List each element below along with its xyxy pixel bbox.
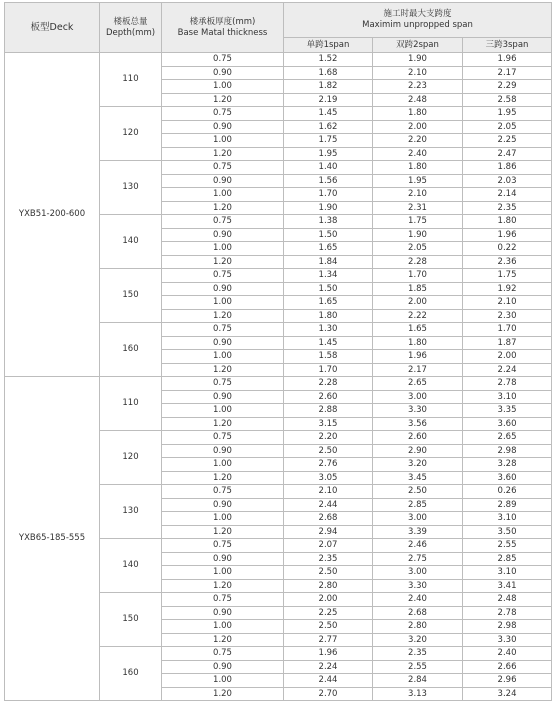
span3-cell: 2.30	[463, 309, 552, 323]
span3-cell: 2.65	[463, 431, 552, 445]
thickness-cell: 1.00	[162, 620, 284, 634]
thickness-cell: 1.20	[162, 363, 284, 377]
depth-cell: 150	[100, 593, 162, 647]
header-depth: 楼板总量 Depth(mm)	[100, 3, 162, 53]
thickness-cell: 1.00	[162, 458, 284, 472]
span1-cell: 2.94	[284, 525, 373, 539]
thickness-cell: 1.20	[162, 687, 284, 701]
span3-cell: 2.40	[463, 647, 552, 661]
span1-cell: 2.19	[284, 93, 373, 107]
thickness-cell: 1.00	[162, 674, 284, 688]
span2-cell: 2.23	[373, 80, 463, 94]
thickness-cell: 0.90	[162, 336, 284, 350]
thickness-cell: 1.20	[162, 417, 284, 431]
span1-cell: 1.45	[284, 107, 373, 121]
header-thickness: 楼承板厚度(mm) Base Matal thickness	[162, 3, 284, 53]
span1-cell: 2.24	[284, 660, 373, 674]
span2-cell: 2.65	[373, 377, 463, 391]
depth-cell: 120	[100, 107, 162, 161]
depth-cell: 140	[100, 215, 162, 269]
span2-cell: 3.13	[373, 687, 463, 701]
span3-cell: 2.78	[463, 606, 552, 620]
span2-cell: 1.75	[373, 215, 463, 229]
span3-cell: 2.00	[463, 350, 552, 364]
span1-cell: 1.56	[284, 174, 373, 188]
thickness-cell: 1.20	[162, 255, 284, 269]
span2-cell: 2.84	[373, 674, 463, 688]
span2-cell: 2.05	[373, 242, 463, 256]
span1-cell: 2.07	[284, 539, 373, 553]
span1-cell: 2.68	[284, 512, 373, 526]
span2-cell: 3.30	[373, 404, 463, 418]
span3-cell: 3.35	[463, 404, 552, 418]
depth-cell: 130	[100, 485, 162, 539]
span1-cell: 2.44	[284, 674, 373, 688]
thickness-cell: 1.00	[162, 188, 284, 202]
span1-cell: 2.50	[284, 620, 373, 634]
span3-cell: 1.96	[463, 53, 552, 67]
span2-cell: 2.40	[373, 147, 463, 161]
deck-cell: YXB65-185-555	[5, 377, 100, 701]
span1-cell: 1.84	[284, 255, 373, 269]
thickness-cell: 0.75	[162, 107, 284, 121]
span3-cell: 1.80	[463, 215, 552, 229]
thickness-cell: 0.75	[162, 485, 284, 499]
span3-cell: 2.29	[463, 80, 552, 94]
span2-cell: 2.17	[373, 363, 463, 377]
span2-cell: 1.80	[373, 107, 463, 121]
span3-cell: 2.89	[463, 498, 552, 512]
span3-cell: 3.41	[463, 579, 552, 593]
span3-cell: 2.66	[463, 660, 552, 674]
span3-cell: 2.03	[463, 174, 552, 188]
span2-cell: 3.00	[373, 390, 463, 404]
span3-cell: 0.26	[463, 485, 552, 499]
span1-cell: 2.76	[284, 458, 373, 472]
span1-cell: 2.88	[284, 404, 373, 418]
span1-cell: 1.52	[284, 53, 373, 67]
thickness-cell: 0.75	[162, 53, 284, 67]
span2-cell: 1.90	[373, 53, 463, 67]
span2-cell: 3.00	[373, 512, 463, 526]
span3-cell: 2.98	[463, 444, 552, 458]
span1-cell: 2.20	[284, 431, 373, 445]
thickness-cell: 1.20	[162, 633, 284, 647]
thickness-cell: 0.75	[162, 269, 284, 283]
thickness-cell: 0.75	[162, 161, 284, 175]
span1-cell: 2.80	[284, 579, 373, 593]
span1-cell: 3.05	[284, 471, 373, 485]
thickness-cell: 0.75	[162, 323, 284, 337]
table-row	[5, 53, 552, 67]
span2-cell: 2.50	[373, 485, 463, 499]
span2-cell: 1.85	[373, 282, 463, 296]
span-table	[4, 2, 552, 701]
header-span1: 单跨1span	[284, 38, 373, 53]
span2-cell: 2.20	[373, 134, 463, 148]
depth-cell: 110	[100, 53, 162, 107]
span1-cell: 1.95	[284, 147, 373, 161]
span2-cell: 1.80	[373, 161, 463, 175]
span2-cell: 3.56	[373, 417, 463, 431]
span3-cell: 2.14	[463, 188, 552, 202]
thickness-cell: 1.00	[162, 242, 284, 256]
thickness-cell: 0.90	[162, 606, 284, 620]
thickness-cell: 0.75	[162, 539, 284, 553]
span3-cell: 1.75	[463, 269, 552, 283]
span2-cell: 2.00	[373, 296, 463, 310]
span3-cell: 2.58	[463, 93, 552, 107]
span1-cell: 1.65	[284, 242, 373, 256]
span2-cell: 1.65	[373, 323, 463, 337]
thickness-cell: 0.90	[162, 228, 284, 242]
span2-cell: 2.55	[373, 660, 463, 674]
span1-cell: 1.62	[284, 120, 373, 134]
span2-cell: 2.28	[373, 255, 463, 269]
depth-cell: 130	[100, 161, 162, 215]
span2-cell: 2.31	[373, 201, 463, 215]
span3-cell: 2.47	[463, 147, 552, 161]
thickness-cell: 0.90	[162, 444, 284, 458]
span3-cell: 2.25	[463, 134, 552, 148]
span2-cell: 2.10	[373, 188, 463, 202]
thickness-cell: 1.00	[162, 134, 284, 148]
thickness-cell: 1.00	[162, 404, 284, 418]
span3-cell: 3.30	[463, 633, 552, 647]
thickness-cell: 1.20	[162, 471, 284, 485]
span3-cell: 1.87	[463, 336, 552, 350]
thickness-cell: 0.75	[162, 647, 284, 661]
span3-cell: 3.50	[463, 525, 552, 539]
thickness-cell: 0.90	[162, 552, 284, 566]
depth-cell: 160	[100, 647, 162, 701]
span2-cell: 1.95	[373, 174, 463, 188]
span3-cell: 2.55	[463, 539, 552, 553]
span2-cell: 3.30	[373, 579, 463, 593]
span2-cell: 2.60	[373, 431, 463, 445]
span3-cell: 3.60	[463, 471, 552, 485]
thickness-cell: 1.20	[162, 309, 284, 323]
span1-cell: 1.50	[284, 228, 373, 242]
span1-cell: 2.50	[284, 566, 373, 580]
table-row	[5, 377, 552, 391]
span3-cell: 3.10	[463, 512, 552, 526]
span1-cell: 1.82	[284, 80, 373, 94]
header-span2: 双跨2span	[373, 38, 463, 53]
thickness-cell: 0.75	[162, 593, 284, 607]
span3-cell: 3.28	[463, 458, 552, 472]
span1-cell: 1.70	[284, 188, 373, 202]
span3-cell: 3.10	[463, 390, 552, 404]
thickness-cell: 0.90	[162, 174, 284, 188]
thickness-cell: 0.75	[162, 431, 284, 445]
depth-cell: 110	[100, 377, 162, 431]
header-span-group: 施工时最大支跨度 Maximim unpropped span	[284, 3, 552, 38]
depth-cell: 120	[100, 431, 162, 485]
span1-cell: 2.50	[284, 444, 373, 458]
span2-cell: 3.20	[373, 458, 463, 472]
depth-cell: 150	[100, 269, 162, 323]
span3-cell: 2.05	[463, 120, 552, 134]
header-deck: 板型Deck	[5, 3, 100, 53]
thickness-cell: 1.00	[162, 566, 284, 580]
span2-cell: 1.70	[373, 269, 463, 283]
span2-cell: 2.10	[373, 66, 463, 80]
span2-cell: 2.68	[373, 606, 463, 620]
span1-cell: 2.25	[284, 606, 373, 620]
span1-cell: 1.70	[284, 363, 373, 377]
thickness-cell: 1.20	[162, 201, 284, 215]
thickness-cell: 0.90	[162, 66, 284, 80]
thickness-cell: 0.75	[162, 377, 284, 391]
span2-cell: 2.85	[373, 498, 463, 512]
span1-cell: 2.10	[284, 485, 373, 499]
span2-cell: 2.48	[373, 93, 463, 107]
span2-cell: 2.90	[373, 444, 463, 458]
thickness-cell: 1.00	[162, 512, 284, 526]
span3-cell: 2.98	[463, 620, 552, 634]
thickness-cell: 0.90	[162, 660, 284, 674]
thickness-cell: 1.00	[162, 80, 284, 94]
span1-cell: 1.30	[284, 323, 373, 337]
span3-cell: 2.17	[463, 66, 552, 80]
span2-cell: 2.46	[373, 539, 463, 553]
depth-cell: 140	[100, 539, 162, 593]
thickness-cell: 0.90	[162, 498, 284, 512]
span1-cell: 1.96	[284, 647, 373, 661]
header-span3: 三跨3span	[463, 38, 552, 53]
span2-cell: 2.40	[373, 593, 463, 607]
span2-cell: 3.20	[373, 633, 463, 647]
span1-cell: 1.50	[284, 282, 373, 296]
span2-cell: 2.22	[373, 309, 463, 323]
span2-cell: 1.90	[373, 228, 463, 242]
span2-cell: 2.75	[373, 552, 463, 566]
span1-cell: 1.75	[284, 134, 373, 148]
thickness-cell: 1.00	[162, 296, 284, 310]
span1-cell: 1.45	[284, 336, 373, 350]
span3-cell: 2.10	[463, 296, 552, 310]
thickness-cell: 0.90	[162, 120, 284, 134]
span1-cell: 2.44	[284, 498, 373, 512]
thickness-cell: 1.20	[162, 93, 284, 107]
span3-cell: 2.48	[463, 593, 552, 607]
span1-cell: 1.58	[284, 350, 373, 364]
span3-cell: 2.78	[463, 377, 552, 391]
span2-cell: 2.80	[373, 620, 463, 634]
span3-cell: 2.36	[463, 255, 552, 269]
span1-cell: 1.40	[284, 161, 373, 175]
span2-cell: 2.35	[373, 647, 463, 661]
span3-cell: 2.96	[463, 674, 552, 688]
span1-cell: 2.35	[284, 552, 373, 566]
deck-cell: YXB51-200-600	[5, 53, 100, 377]
span1-cell: 2.77	[284, 633, 373, 647]
span3-cell: 1.96	[463, 228, 552, 242]
span3-cell: 1.70	[463, 323, 552, 337]
span2-cell: 1.80	[373, 336, 463, 350]
span2-cell: 3.00	[373, 566, 463, 580]
span1-cell: 2.60	[284, 390, 373, 404]
thickness-cell: 0.75	[162, 215, 284, 229]
span1-cell: 3.15	[284, 417, 373, 431]
span1-cell: 1.90	[284, 201, 373, 215]
thickness-cell: 1.20	[162, 525, 284, 539]
span1-cell: 1.65	[284, 296, 373, 310]
depth-cell: 160	[100, 323, 162, 377]
span1-cell: 2.28	[284, 377, 373, 391]
span3-cell: 0.22	[463, 242, 552, 256]
span3-cell: 3.10	[463, 566, 552, 580]
span3-cell: 2.85	[463, 552, 552, 566]
span2-cell: 2.00	[373, 120, 463, 134]
span2-cell: 1.96	[373, 350, 463, 364]
span1-cell: 1.68	[284, 66, 373, 80]
thickness-cell: 0.90	[162, 390, 284, 404]
thickness-cell: 1.20	[162, 579, 284, 593]
table-body	[5, 53, 552, 701]
thickness-cell: 1.00	[162, 350, 284, 364]
span1-cell: 1.38	[284, 215, 373, 229]
thickness-cell: 0.90	[162, 282, 284, 296]
thickness-cell: 1.20	[162, 147, 284, 161]
span3-cell: 3.60	[463, 417, 552, 431]
span1-cell: 2.00	[284, 593, 373, 607]
span2-cell: 3.45	[373, 471, 463, 485]
span1-cell: 1.34	[284, 269, 373, 283]
span3-cell: 1.92	[463, 282, 552, 296]
span3-cell: 2.35	[463, 201, 552, 215]
span3-cell: 2.24	[463, 363, 552, 377]
span1-cell: 2.70	[284, 687, 373, 701]
span3-cell: 1.86	[463, 161, 552, 175]
span1-cell: 1.80	[284, 309, 373, 323]
span3-cell: 1.95	[463, 107, 552, 121]
span2-cell: 3.39	[373, 525, 463, 539]
span3-cell: 3.24	[463, 687, 552, 701]
